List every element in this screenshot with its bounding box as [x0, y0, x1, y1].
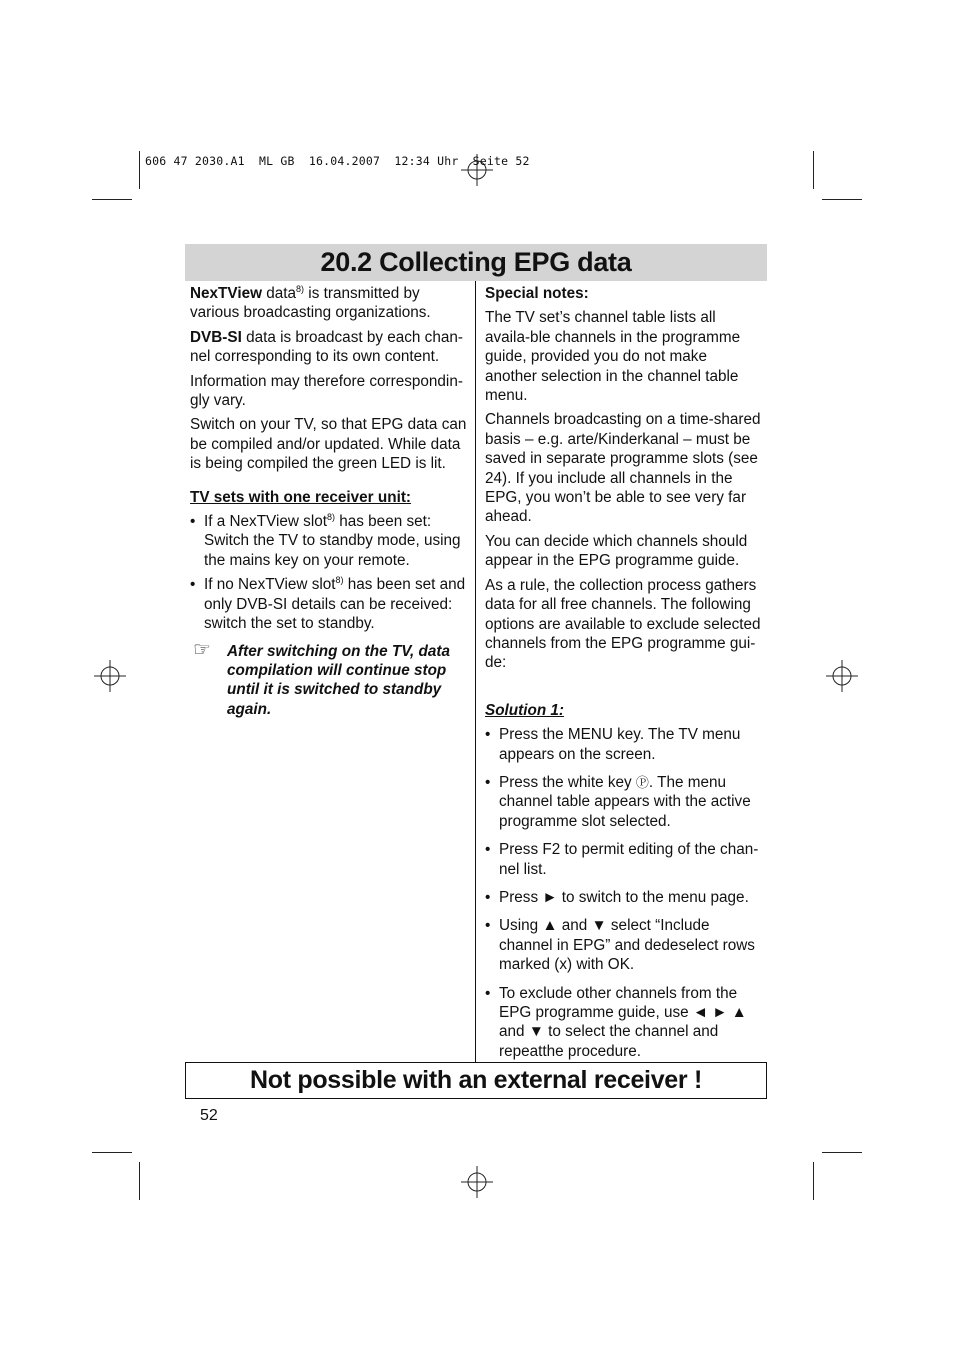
list-item: [190, 512, 468, 570]
list-item: [485, 840, 763, 879]
list-item: [485, 725, 763, 764]
heading-solution-1: Solution 1:: [485, 701, 565, 719]
trim-mark-top-right: [822, 199, 862, 200]
text: data: [262, 285, 297, 302]
text: has been set: Switch the TV to standby mode, using the mains key on your remote.: [204, 513, 461, 569]
trim-mark-bottom-right: [822, 1152, 862, 1153]
list-item: [485, 984, 763, 1062]
text: To exclude other channels from the EPG programme guide, use ◄ ► ▲ and ▼ to select the channel and repeatthe procedure.: [499, 984, 747, 1060]
paragraph-nextview: [190, 284, 468, 323]
footnote-ref: 8): [327, 511, 336, 522]
paragraph-vary: Information may therefore correspondin-gly vary.: [190, 372, 463, 410]
left-column: [190, 284, 468, 719]
heading-one-receiver: TV sets with one receiver unit:: [190, 488, 412, 506]
list-item: [485, 916, 763, 974]
paragraph-collection: As a rule, the collection process gathers data for all free channels. The following options are available to exclude selected channels from the EPG programme gui-de:: [485, 576, 761, 672]
text: Press the MENU key. The TV menu appears on the screen.: [499, 726, 741, 763]
trim-mark-bottom-left-v: [139, 1162, 140, 1200]
warning-box: Not possible with an external receiver !: [185, 1062, 767, 1099]
trim-mark-top-left: [92, 199, 132, 200]
note-text: After switching on the TV, data compilation will continue stop until it is switched to standby again.: [227, 642, 450, 718]
p-key-icon: Ⓟ: [635, 774, 649, 790]
registration-mark-left: [94, 660, 126, 692]
paragraph-dvbsi: [190, 328, 468, 367]
trim-mark-top-left-v: [139, 151, 140, 189]
text: If no NexTView slot: [204, 576, 336, 594]
print-slug: 606 47 2030.A1 ML GB 16.04.2007 12:34 Uhr Seite 52: [145, 154, 530, 168]
trim-mark-bottom-right-v: [813, 1162, 814, 1200]
right-column: [485, 284, 763, 1070]
list-item: [485, 773, 763, 831]
column-divider: [475, 281, 476, 1062]
section-title: 20.2 Collecting EPG data: [185, 244, 767, 281]
note-block: [190, 638, 468, 720]
registration-mark-right: [826, 660, 858, 692]
trim-mark-bottom-left: [92, 1152, 132, 1153]
text: has been set and only DVB-SI details can be received: switch the set to standby.: [204, 576, 466, 633]
footnote-ref: 8): [335, 575, 344, 586]
page-number: 52: [200, 1107, 218, 1124]
text: If a NexTView slot: [204, 513, 327, 531]
pointing-hand-icon: ☞: [193, 638, 211, 661]
trim-mark-top-right-v: [813, 151, 814, 189]
text: Press the white key: [499, 773, 636, 791]
footnote-ref: 8): [296, 283, 305, 294]
solution-steps: [485, 725, 763, 1061]
heading-special-notes: Special notes:: [485, 285, 589, 302]
list-item: [485, 888, 763, 907]
registration-mark-bottom: [461, 1166, 493, 1198]
text: Using ▲ and ▼ select “Include channel in EPG” and dedeselect rows marked (x) with OK.: [499, 917, 755, 974]
paragraph-switch-on: Switch on your TV, so that EPG data can be compiled and/or updated. While data is being compiled the green LED is lit.: [190, 416, 467, 473]
text: Press ► to switch to the menu page.: [499, 888, 749, 906]
paragraph-channel-table: The TV set’s channel table lists all availa-ble channels in the programme guide, provided you do not make another selection in the channel table menu.: [485, 309, 741, 405]
term-nextview: NexTView: [190, 285, 262, 302]
paragraph-time-shared: Channels broadcasting on a time-shared basis – e.g. arte/Kinderkanal – must be saved in separate programme slots (see 24). If you include all channels in the EPG, you won’t be able to see very far ahead.: [485, 411, 761, 526]
term-dvbsi: DVB-SI: [190, 328, 242, 346]
text: . The menu channel table appears with the active programme slot selected.: [499, 773, 751, 830]
text: data is broadcast by each chan-nel corresponding to its own content.: [190, 328, 463, 366]
text: is transmitted by various broadcasting organizations.: [190, 285, 431, 322]
bullet-list-left: [190, 512, 468, 633]
text: Press F2 to permit editing of the chan-nel list.: [499, 841, 759, 878]
list-item: [190, 575, 468, 633]
paragraph-decide: You can decide which channels should appear in the EPG programme guide.: [485, 532, 748, 570]
